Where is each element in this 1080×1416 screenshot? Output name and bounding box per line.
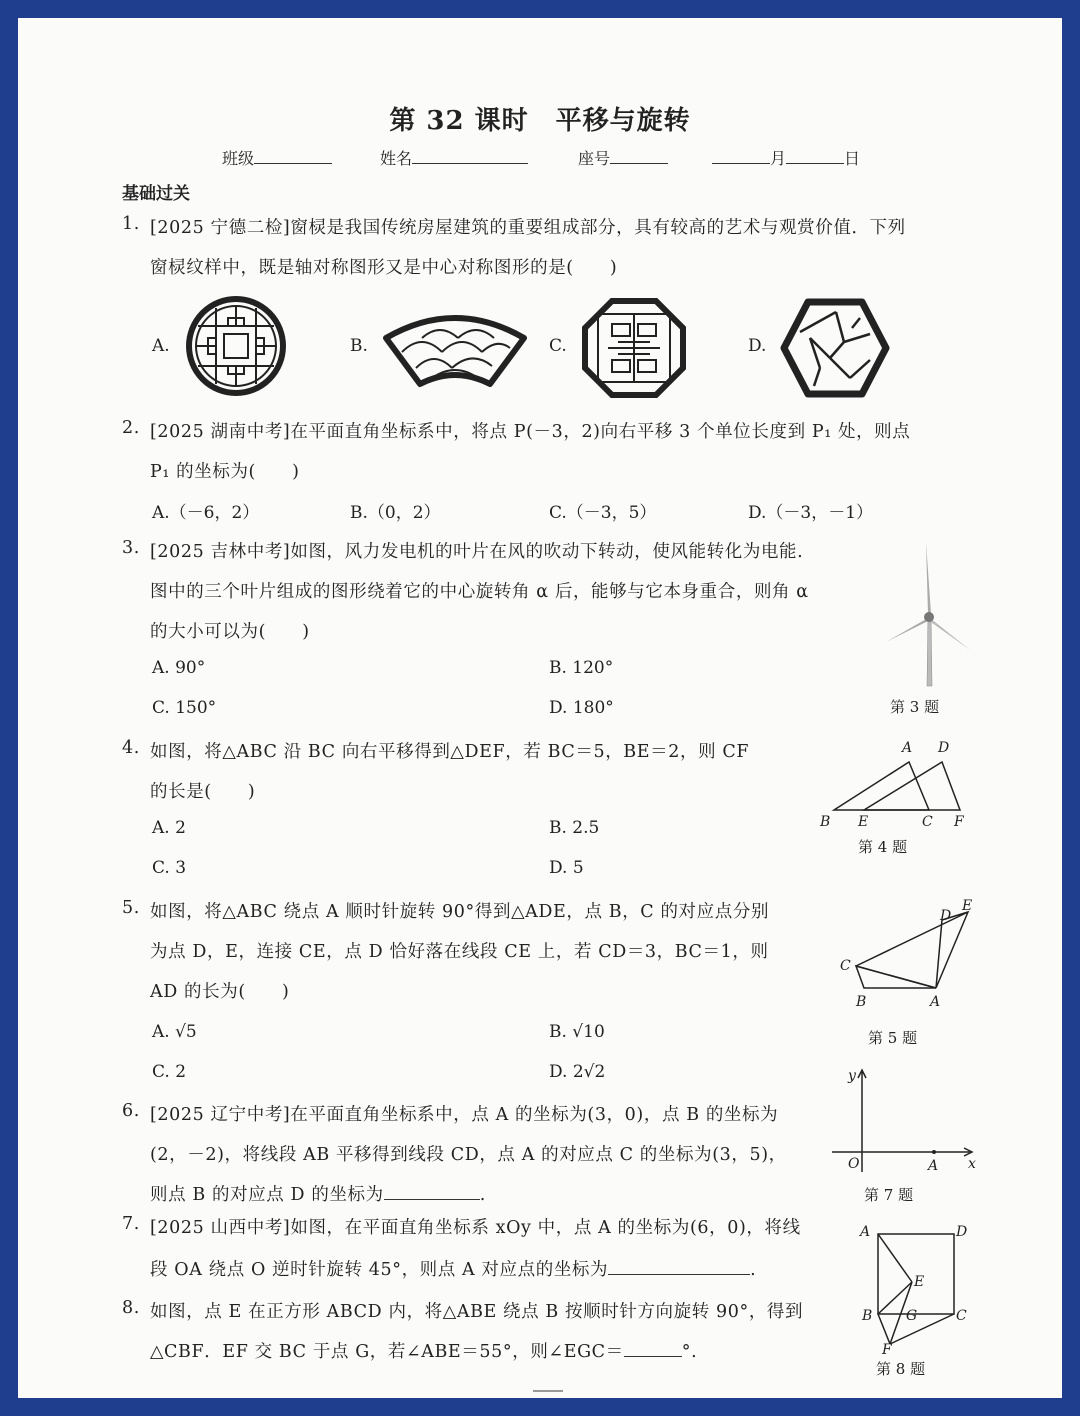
q4-label-f: F bbox=[954, 814, 964, 830]
q4-option-a[interactable]: A. 2 bbox=[152, 818, 186, 838]
q3-line1: [2025 吉林中考]如图，风力发电机的叶片在风的吹动下转动，使风能转化为电能. bbox=[150, 542, 804, 562]
q3-option-b[interactable]: B. 120° bbox=[549, 658, 614, 678]
q3-line2: 图中的三个叶片组成的图形绕着它的中心旋转角 α 后，能够与它本身重合，则角 α bbox=[150, 582, 809, 602]
q5-line2: 为点 D，E，连接 CE，点 D 恰好落在线段 CE 上，若 CD＝3，BC＝1，则 bbox=[150, 942, 769, 962]
q8-caption: 第 8 题 bbox=[876, 1360, 926, 1378]
q2-line1: [2025 湖南中考]在平面直角坐标系中，将点 P(－3，2)向右平移 3 个单位长度到 P₁ 处，则点 bbox=[150, 422, 911, 442]
q7-label-y: y bbox=[848, 1068, 856, 1084]
q4-option-d[interactable]: D. 5 bbox=[549, 858, 584, 878]
q8-number: 8. bbox=[122, 1298, 140, 1318]
lattice-circle-icon bbox=[186, 296, 286, 396]
name-field: 姓名 bbox=[380, 146, 528, 169]
q3-option-c[interactable]: C. 150° bbox=[152, 698, 217, 718]
q3-number: 3. bbox=[122, 538, 140, 558]
q5-label-d: D bbox=[940, 908, 952, 924]
q5-label-c: C bbox=[840, 958, 851, 974]
q6-number: 6. bbox=[122, 1101, 140, 1121]
q6-line3: 则点 B 的对应点 D 的坐标为 . bbox=[150, 1185, 486, 1205]
q5-caption: 第 5 题 bbox=[868, 1029, 918, 1047]
q4-label-a: A bbox=[902, 740, 913, 756]
date-field: 月 日 bbox=[712, 146, 860, 169]
q7-line2: 段 OA 绕点 O 逆时针旋转 45°，则点 A 对应点的坐标为 . bbox=[150, 1260, 757, 1280]
q5-line1: 如图，将△ABC 绕点 A 顺时针旋转 90°得到△ADE，点 B，C 的对应点分别 bbox=[150, 902, 770, 922]
q1-option-b[interactable]: B. bbox=[350, 336, 368, 356]
seat-field: 座号 bbox=[578, 146, 668, 169]
q5-label-e: E bbox=[962, 898, 973, 914]
q5-option-a[interactable]: A. √5 bbox=[152, 1022, 197, 1042]
q7-answer-blank[interactable] bbox=[608, 1258, 750, 1275]
q5-option-c[interactable]: C. 2 bbox=[152, 1062, 187, 1082]
q4-label-b: B bbox=[820, 814, 831, 830]
month-blank[interactable] bbox=[712, 149, 770, 164]
q8-label-e: E bbox=[914, 1274, 925, 1290]
q5-option-d[interactable]: D. 2√2 bbox=[549, 1062, 606, 1082]
class-blank[interactable] bbox=[254, 149, 332, 164]
q5-label-a: A bbox=[930, 994, 941, 1010]
q2-option-a[interactable]: A.（－6，2） bbox=[152, 503, 260, 523]
q3-line3: 的大小可以为( ) bbox=[150, 622, 310, 642]
worksheet-page bbox=[18, 18, 1062, 1398]
q5-number: 5. bbox=[122, 898, 140, 918]
class-field: 班级 bbox=[222, 146, 332, 169]
q7-label-o: O bbox=[848, 1156, 860, 1172]
q7-caption: 第 7 题 bbox=[864, 1186, 914, 1204]
q4-label-d: D bbox=[938, 740, 950, 756]
q7-label-a: A bbox=[928, 1158, 939, 1174]
day-blank[interactable] bbox=[786, 149, 844, 164]
q7-label-x: x bbox=[968, 1156, 976, 1172]
q4-option-c[interactable]: C. 3 bbox=[152, 858, 187, 878]
page-title: 第 32 课时 平移与旋转 bbox=[389, 106, 691, 136]
q1-option-c[interactable]: C. bbox=[549, 336, 567, 356]
q4-label-e: E bbox=[858, 814, 869, 830]
q8-line2: △CBF．EF 交 BC 于点 G，若∠ABE＝55°，则∠EGC＝ °. bbox=[150, 1342, 698, 1362]
q8-label-d: D bbox=[956, 1224, 968, 1240]
q2-option-b[interactable]: B.（0，2） bbox=[350, 503, 441, 523]
q7-axes-figure bbox=[828, 1064, 978, 1174]
q6-line2: (2，－2)，将线段 AB 平移得到线段 CD，点 A 的对应点 C 的坐标为(3，5)， bbox=[150, 1145, 787, 1165]
q8-square-figure bbox=[856, 1220, 976, 1356]
name-blank[interactable] bbox=[412, 149, 528, 164]
lattice-octagon-icon bbox=[582, 298, 686, 398]
q1-number: 1. bbox=[122, 214, 140, 234]
page-footer-mark bbox=[533, 1390, 563, 1392]
q6-answer-blank[interactable] bbox=[384, 1183, 480, 1200]
q5-label-b: B bbox=[856, 994, 867, 1010]
q7-line1: [2025 山西中考]如图，在平面直角坐标系 xOy 中，点 A 的坐标为(6，0)，将线 bbox=[150, 1218, 801, 1238]
q4-line1: 如图，将△ABC 沿 BC 向右平移得到△DEF，若 BC＝5，BE＝2，则 CF bbox=[150, 742, 750, 762]
q1-option-a[interactable]: A. bbox=[152, 336, 170, 356]
q2-option-c[interactable]: C.（－3，5） bbox=[549, 503, 657, 523]
q2-line2: P₁ 的坐标为( ) bbox=[150, 462, 300, 482]
q8-label-g: G bbox=[906, 1308, 918, 1324]
section-heading: 基础过关 bbox=[122, 184, 190, 204]
q8-label-c: C bbox=[956, 1308, 967, 1324]
q8-label-f: F bbox=[882, 1342, 892, 1356]
q4-option-b[interactable]: B. 2.5 bbox=[549, 818, 600, 838]
q3-caption: 第 3 题 bbox=[890, 698, 940, 716]
q3-option-a[interactable]: A. 90° bbox=[152, 658, 206, 678]
q5-line3: AD 的长为( ) bbox=[150, 982, 290, 1002]
q5-rotation-figure bbox=[836, 898, 976, 1018]
q6-line1: [2025 辽宁中考]在平面直角坐标系中，点 A 的坐标为(3，0)，点 B 的坐标为 bbox=[150, 1105, 779, 1125]
q4-line2: 的长是( ) bbox=[150, 782, 256, 802]
q8-label-a: A bbox=[860, 1224, 871, 1240]
seat-blank[interactable] bbox=[610, 149, 668, 164]
wind-turbine-figure bbox=[880, 538, 976, 688]
q1-option-d[interactable]: D. bbox=[748, 336, 767, 356]
q8-answer-blank[interactable] bbox=[624, 1340, 682, 1357]
q8-label-b: B bbox=[862, 1308, 873, 1324]
q7-number: 7. bbox=[122, 1214, 140, 1234]
q8-line1: 如图，点 E 在正方形 ABCD 内，将△ABE 绕点 B 按顺时针方向旋转 90°，得到 bbox=[150, 1302, 804, 1322]
q2-number: 2. bbox=[122, 418, 140, 438]
q2-option-d[interactable]: D.（－3，－1） bbox=[748, 503, 874, 523]
q4-caption: 第 4 题 bbox=[858, 838, 908, 856]
q1-line1: [2025 宁德二检]窗棂是我国传统房屋建筑的重要组成部分，具有较高的艺术与观赏价值．下列 bbox=[150, 218, 906, 238]
q4-number: 4. bbox=[122, 738, 140, 758]
q1-line2: 窗棂纹样中，既是轴对称图形又是中心对称图形的是( ) bbox=[150, 258, 618, 278]
q3-option-d[interactable]: D. 180° bbox=[549, 698, 614, 718]
lattice-hexagon-icon bbox=[780, 298, 890, 398]
lattice-fan-icon bbox=[382, 308, 528, 388]
q5-option-b[interactable]: B. √10 bbox=[549, 1022, 605, 1042]
q4-triangle-figure bbox=[814, 738, 974, 838]
q4-label-c: C bbox=[922, 814, 933, 830]
